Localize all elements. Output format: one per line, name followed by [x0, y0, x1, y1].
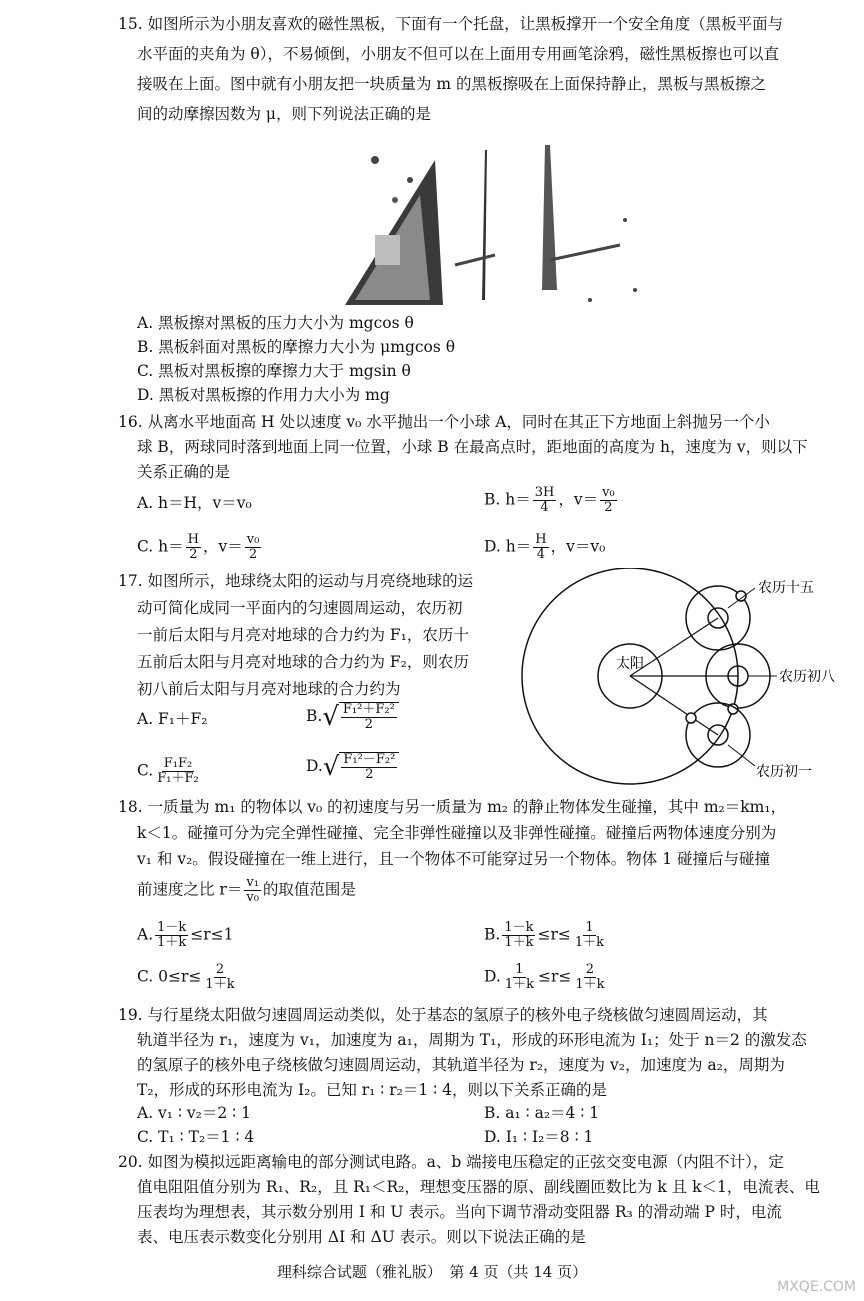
- q17-line: 初八前后太阳与月亮对地球的合力约为: [137, 680, 401, 698]
- square-root: √ $\frac{\text{F₁²－F₂²}}{2}$: [323, 752, 399, 782]
- q15-line: 接吸在上面。图中就有小朋友把一块质量为 m 的黑板擦吸在上面保持静止，黑板与黑板擦之: [137, 75, 767, 93]
- option-d: D. 黑板对黑板擦的作用力大小为 mg: [137, 386, 390, 404]
- q20-line: 表、电压表示数变化分别用 ΔI 和 ΔU 表示。则以下说法正确的是: [137, 1228, 586, 1246]
- option-label: D.: [484, 967, 501, 986]
- denominator: 2: [365, 767, 374, 782]
- option-text: ≤r≤: [537, 925, 571, 944]
- label-15: 农历十五: [758, 580, 814, 596]
- option-label: C. 0≤r≤: [137, 967, 202, 986]
- fraction: [502, 921, 535, 950]
- numerator: 2: [215, 962, 225, 977]
- fraction: [244, 876, 261, 905]
- denominator: F₁＋F₂: [157, 771, 199, 786]
- denominator: 2: [248, 547, 258, 562]
- fraction: [155, 921, 188, 950]
- q15-line: 水平面的夹角为 θ），不易倾倒，小朋友不但可以在上面用专用画笔涂鸦，磁性黑板擦也可以直: [137, 45, 780, 63]
- numerator: v₀: [246, 532, 260, 547]
- denominator: 1＋k: [504, 977, 534, 992]
- option-c: [137, 757, 203, 786]
- fraction: [573, 963, 606, 992]
- denominator: 2: [189, 547, 198, 562]
- denominator: 1＋k: [205, 977, 235, 992]
- q17-line: 动可简化成同一平面内的匀速圆周运动，农历初: [137, 599, 463, 617]
- numerator: 1: [515, 962, 524, 977]
- numerator: 3H: [534, 485, 555, 500]
- denominator: 1＋k: [574, 935, 605, 950]
- label-8: 农历初八: [779, 669, 835, 685]
- denominator: 1＋k: [575, 977, 605, 992]
- orbit-diagram: [515, 568, 860, 798]
- q20-line: 压表均为理想表，其示数分别用 I 和 U 表示。当向下调节滑动变阻器 R₃ 的滑动端 P 时，电流: [137, 1203, 782, 1221]
- option-c: [137, 963, 239, 992]
- q19-line: 19. 与行星绕太阳做匀速圆周运动类似，处于基态的氢原子的核外电子绕核做匀速圆周运动，其: [118, 1006, 768, 1024]
- option-label: B. h＝: [484, 490, 531, 509]
- denominator: v₀: [246, 890, 259, 905]
- option-label: A.: [137, 925, 154, 944]
- option-text: ，v＝: [558, 490, 599, 509]
- sun-label: 太阳: [616, 656, 644, 672]
- option-c: C. T₁ ∶ T₂＝1 ∶ 4: [137, 1128, 255, 1146]
- q20-line: 20. 如图为模拟远距离输电的部分测试电路。a、b 端接电压稳定的正弦交变电源（内阻不计），定: [118, 1153, 784, 1171]
- q18-line: v₁ 和 v₂。假设碰撞在一维上进行，且一个物体不可能穿过另一个物体。物体 1 碰撞后与碰撞: [137, 850, 771, 868]
- q18-line: k＜1。碰撞可分为完全弹性碰撞、完全非弹性碰撞以及非弹性碰撞。碰撞后两物体速度分别为: [137, 824, 777, 842]
- denominator: 2: [604, 500, 613, 515]
- option-label: B.: [484, 925, 501, 944]
- option-b: [306, 702, 399, 732]
- text: 前速度之比 r＝: [137, 880, 243, 899]
- fraction: [245, 533, 262, 562]
- option-text: ≤r≤: [537, 967, 572, 986]
- q16-line: 关系正确的是: [137, 463, 231, 481]
- option-a: A. 黑板擦对黑板的压力大小为 mgcos θ: [137, 314, 414, 332]
- denominator: 1＋k: [157, 935, 187, 950]
- page-footer: 理科综合试题（雅礼版） 第 4 页（共 14 页）: [276, 1263, 588, 1281]
- denominator: 2: [364, 717, 373, 732]
- numerator: F₁²＋F₂²: [342, 702, 395, 717]
- fraction: [503, 963, 536, 992]
- q15-line: 15. 如图所示为小朋友喜欢的磁性黑板，下面有一个托盘，让黑板撑开一个安全角度（黑板平面与: [118, 15, 784, 33]
- q15-line: 间的动摩擦因数为 μ，则下列说法正确的是: [137, 105, 432, 123]
- option-label: C.: [137, 761, 154, 780]
- option-label: B.: [306, 707, 323, 725]
- q19-line: 的氢原子的核外电子绕核做匀速圆周运动，其轨道半径为 r₂，速度为 v₂，加速度为 a₂，周期为: [137, 1056, 785, 1074]
- q17-line: 五前后太阳与月亮对地球的合力约为 F₂，则农历: [137, 653, 469, 671]
- numerator: 1: [585, 920, 594, 935]
- option-d: [484, 963, 609, 992]
- numerator: v₁: [246, 875, 259, 890]
- q19-line: T₂，形成的环形电流为 I₂。已知 r₁ ∶ r₂＝1 ∶ 4，则以下关系正确的是: [137, 1081, 607, 1099]
- denominator: 1＋k: [504, 935, 534, 950]
- magnetic-blackboard-photo: [335, 140, 645, 310]
- option-a: A. F₁＋F₂: [137, 710, 208, 728]
- q16-line: 球 B，两球同时落到地面上同一位置，小球 B 在最高点时，距地面的高度为 h，速度为 v，则以下: [137, 438, 808, 456]
- q18-line: 18. 一质量为 m₁ 的物体以 v₀ 的初速度与另一质量为 m₂ 的静止物体发生碰撞，其中 m₂＝km₁，: [118, 798, 787, 816]
- text: 的取值范围是: [262, 880, 356, 899]
- fraction: [186, 533, 201, 562]
- numerator: F₁²－F₂²: [343, 752, 396, 767]
- fraction: [533, 486, 557, 515]
- fraction: [203, 963, 236, 992]
- denominator: 4: [540, 500, 549, 515]
- option-label: C. h＝: [137, 537, 184, 556]
- fraction: [573, 921, 606, 950]
- option-b: [484, 921, 608, 950]
- option-text: ，v＝: [203, 537, 243, 556]
- option-text: ≤r≤1: [190, 925, 234, 944]
- q17-line: 17. 如图所示，地球绕太阳的运动与月亮绕地球的运: [118, 572, 474, 590]
- denominator: 4: [536, 547, 546, 562]
- fraction: [533, 533, 548, 562]
- option-d: [484, 533, 605, 562]
- numerator: 1－k: [504, 920, 534, 935]
- q18-line: [137, 876, 356, 905]
- square-root: √ $\frac{\text{F₁²＋F₂²}}{2}$: [322, 702, 398, 732]
- numerator: H: [187, 532, 199, 547]
- moon-1: [686, 713, 696, 723]
- q19-line: 轨道半径为 r₁，速度为 v₁，加速度为 a₁，周期为 T₁，形成的环形电流为 I₁；处于 n＝2 的激发态: [137, 1031, 807, 1049]
- option-b: [484, 486, 619, 515]
- option-d: D. I₁ ∶ I₂＝8 ∶ 1: [484, 1128, 594, 1146]
- numerator: H: [535, 532, 547, 547]
- label-1: 农历初一: [756, 764, 812, 780]
- numerator: 1－k: [157, 920, 187, 935]
- option-c: [137, 533, 263, 562]
- option-a: A. v₁ ∶ v₂＝2 ∶ 1: [137, 1104, 251, 1122]
- fraction: [600, 486, 617, 515]
- option-a: [137, 921, 234, 950]
- option-d: [306, 752, 399, 782]
- fraction: [341, 703, 397, 732]
- numerator: 2: [585, 962, 595, 977]
- option-a: A. h＝H，v＝v₀: [137, 494, 252, 512]
- option-b: B. 黑板斜面对黑板的摩擦力大小为 μmgcos θ: [137, 338, 456, 356]
- fraction: [341, 753, 397, 782]
- option-text: ，v＝v₀: [550, 537, 606, 556]
- option-b: B. a₁ ∶ a₂＝4 ∶ 1: [484, 1104, 600, 1122]
- fraction: [155, 757, 200, 786]
- q20-line: 值电阻阻值分别为 R₁、R₂，且 R₁＜R₂，理想变压器的原、副线圈匝数比为 k 且 k＜1，电流表、电: [137, 1178, 820, 1196]
- option-label: D. h＝: [484, 537, 532, 556]
- numerator: v₀: [602, 485, 615, 500]
- q16-line: 16. 从离水平地面高 H 处以速度 v₀ 水平抛出一个小球 A，同时在其正下方地面上斜抛另一个小: [118, 413, 770, 431]
- option-label: D.: [306, 757, 323, 775]
- option-c: C. 黑板对黑板擦的摩擦力大于 mgsin θ: [137, 362, 411, 380]
- numerator: F₁F₂: [163, 756, 193, 771]
- q17-line: 一前后太阳与月亮对地球的合力约为 F₁，农历十: [137, 626, 469, 644]
- watermark: MXQE.COM: [777, 1279, 856, 1295]
